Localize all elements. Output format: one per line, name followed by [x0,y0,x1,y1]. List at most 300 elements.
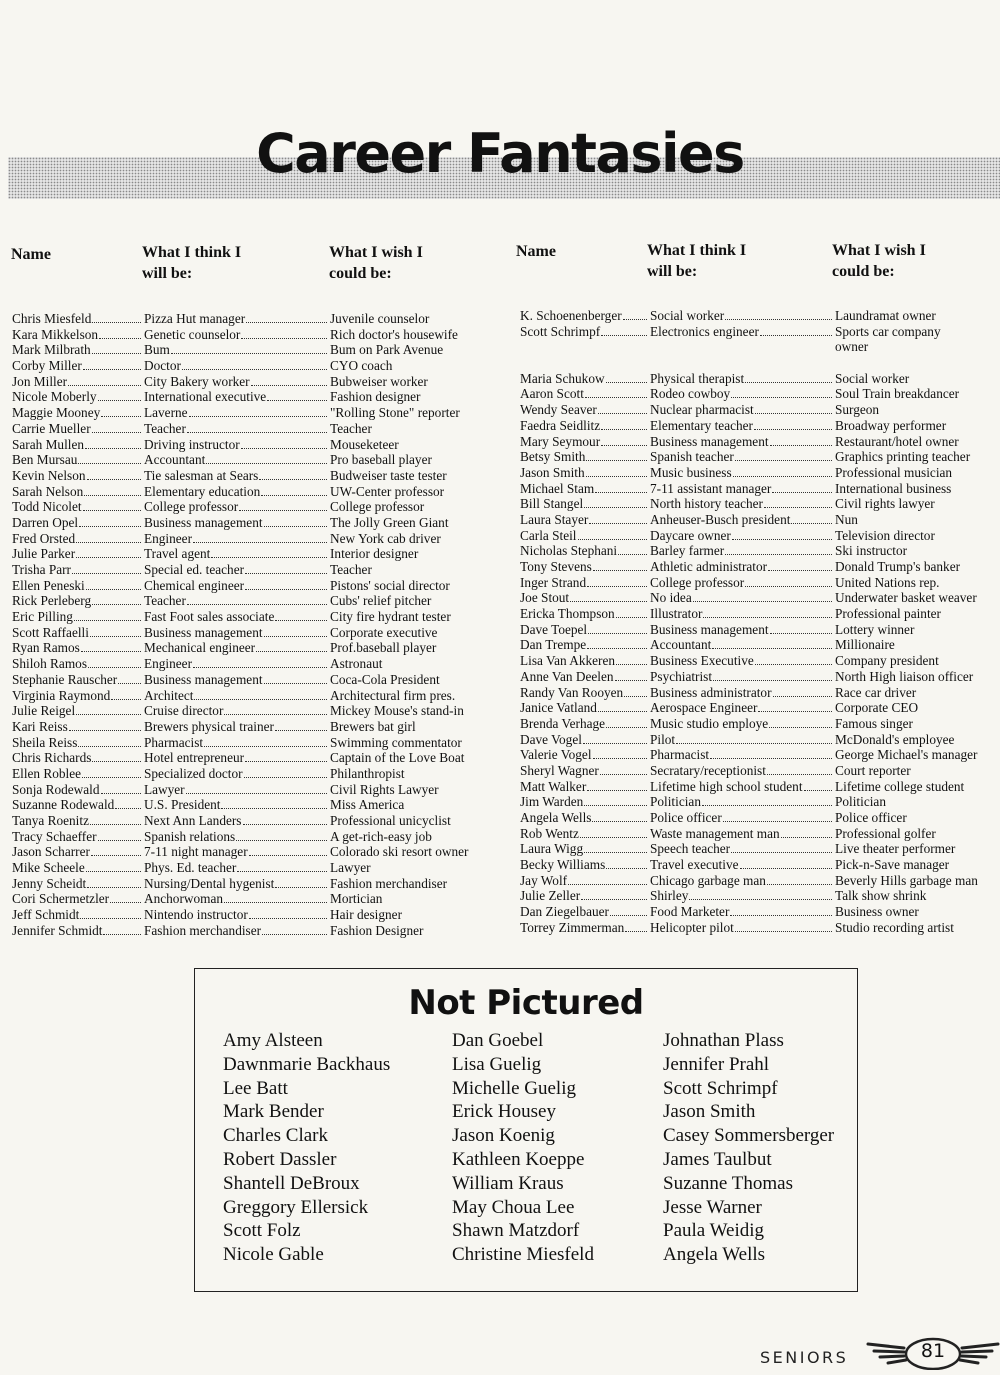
think-career: Specialized doctor [144,766,328,782]
student-name: Brenda Verhage [520,716,648,732]
think-career: Engineer [144,531,328,547]
wish-career: Millionaire [835,637,895,653]
wish-career: Bubweiser worker [330,373,428,389]
student-name: Fred Orsted [12,531,142,547]
wish-career: Fashion Designer [330,922,424,938]
think-career: Bum [144,342,328,358]
career-row [12,719,502,735]
header-name-right: Name [516,243,556,260]
wish-career: Laundramat owner [835,308,936,323]
wish-career: Famous singer [835,715,913,731]
wish-career: Corporate executive [330,624,438,640]
career-row [520,622,1000,638]
career-row [12,374,502,390]
wish-career: Lawyer [330,860,371,876]
think-career: Engineer [144,656,328,672]
career-row [520,700,1000,716]
student-name: Ryan Ramos [12,640,142,656]
career-row [520,732,1000,748]
career-row [520,826,1000,842]
student-name: Eric Pilling [12,609,142,625]
think-career: Social worker [650,308,833,324]
career-row [520,920,1000,936]
wish-career: Philanthropist [330,765,405,781]
not-pictured-name: Robert Dassler [223,1148,337,1170]
career-row [12,829,502,845]
career-row [520,763,1000,779]
student-name: Julie Parker [12,546,142,562]
think-career: Music studio employe [650,716,833,732]
career-row [520,841,1000,857]
student-name: Scott Raffaelli [12,625,142,641]
student-name: Kari Reiss [12,719,142,735]
wish-career: Donald Trump's banker [835,559,961,574]
header-wish-left: What I wish I could be: [329,244,423,282]
think-career: Driving instructor [144,437,328,453]
career-row [12,484,502,500]
student-name: Becky Williams [520,857,648,873]
career-row [12,437,502,453]
wish-career: Brewers bat girl [330,718,416,734]
wish-career: Corporate CEO [835,700,919,716]
wish-career: City fire hydrant tester [330,609,451,625]
wish-career: The Jolly Green Giant [330,514,449,530]
student-name: Julie Reigel [12,703,142,719]
think-career: 7-11 night manager [144,844,328,860]
wish-career: Ski instructor [835,543,908,559]
header-wish-right: What I wish I could be: [832,242,926,280]
career-row [520,857,1000,873]
think-career: 7-11 assistant manager [650,481,833,497]
student-name: Virginia Raymond [12,688,142,704]
not-pictured-name: William Kraus [452,1172,564,1194]
student-name: Mary Seymour [520,434,648,450]
student-name: Jon Miller [12,374,142,390]
wish-career: College professor [330,499,425,515]
student-name: Corby Miller [12,358,142,374]
not-pictured-name: Lee Batt [223,1077,288,1099]
think-career: Food Marketer [650,904,833,920]
wish-career: Underwater basket weaver [835,590,977,606]
page-title: Career Fantasies [256,122,744,185]
think-career: Athletic administrator [650,559,833,575]
think-career: Hotel entrepreneur [144,750,328,766]
career-row [520,779,1000,795]
student-name: Tanya Roenitz [12,813,142,829]
not-pictured-name: Charles Clark [223,1125,329,1147]
wish-career: Rich doctor's housewife [330,326,458,342]
wish-career: owner [835,339,869,355]
think-career: Elementary teacher [650,418,833,434]
student-name: Dave Vogel [520,732,648,748]
career-row [520,653,1000,669]
wish-career: Juvenile counselor [330,311,430,326]
student-name: Ericka Thompson [520,606,648,622]
student-name: Scott Schrimpf [520,324,648,340]
think-career: Accountant [650,637,833,653]
wish-career: Interior designer [330,546,419,562]
career-row [520,716,1000,732]
career-row [12,891,502,907]
not-pictured-column [223,1029,390,1267]
think-career: Pharmacist [144,735,328,751]
think-career: Anchorwoman [144,891,328,907]
wish-career: CYO coach [330,358,393,374]
think-career: Fashion merchandiser [144,923,328,939]
wish-career: Mouseketeer [330,436,399,452]
career-row [520,543,1000,559]
wish-career: "Rolling Stone" reporter [330,405,460,421]
wish-career: Talk show shrink [835,888,927,904]
career-row [520,355,1000,371]
career-row [520,669,1000,685]
think-career: Spanish relations [144,829,328,845]
career-row [12,311,502,327]
student-name: Ellen Roblee [12,766,142,782]
student-name: Stephanie Rauscher [12,672,142,688]
wish-career: Fashion designer [330,389,421,405]
career-row [12,625,502,641]
student-name: Lisa Van Akkeren [520,653,648,669]
not-pictured-name: Jesse Warner [663,1196,762,1218]
career-row [12,531,502,547]
career-row [520,559,1000,575]
wish-career: Pistons' social director [330,577,450,593]
student-name: Todd Nicolet [12,499,142,515]
wish-career: Teacher [330,420,372,436]
think-career: Teacher [144,593,328,609]
not-pictured-name: Dawnmarie Backhaus [223,1053,391,1075]
career-row [520,496,1000,512]
student-name: Tony Stevens [520,559,648,575]
not-pictured-name: Scott Folz [223,1220,301,1242]
wish-career: New York cab driver [330,530,441,546]
think-career: Psychiatrist [650,669,833,685]
think-career: Accountant [144,452,328,468]
career-row [12,672,502,688]
career-row [12,421,502,437]
think-career: Cruise director [144,703,328,719]
career-row [12,358,502,374]
not-pictured-name: Michelle Guelig [452,1077,576,1099]
header-think-left: What I think I will be: [142,244,242,282]
career-row [12,327,502,343]
student-name: Julie Zeller [520,888,648,904]
career-row [12,640,502,656]
not-pictured-name: Greggory Ellersick [223,1196,369,1218]
career-row [520,747,1000,763]
career-row [12,578,502,594]
career-row [12,468,502,484]
think-career: Nuclear pharmacist [650,402,833,418]
wish-career: Sports car company [835,323,941,339]
not-pictured-name: Lisa Guelig [452,1053,542,1075]
think-career: Shirley [650,888,833,904]
think-career: Speech teacher [650,841,833,857]
student-name: Dan Ziegelbauer [520,904,648,920]
not-pictured-name: Amy Alsteen [223,1030,323,1051]
wish-career: Surgeon [835,402,880,418]
think-career: Politician [650,794,833,810]
career-row [12,860,502,876]
student-name: Ben Mursau [12,452,142,468]
think-career: Architect [144,688,328,704]
wish-career: Swimming commentator [330,734,462,750]
career-row [12,515,502,531]
not-pictured-name: Paula Weidig [663,1220,765,1242]
not-pictured-title: Not Pictured [408,983,644,1023]
student-name: K. Schoenenberger [520,308,648,324]
career-row [12,452,502,468]
wish-career: Race car driver [835,684,917,700]
think-career: Illustrator [650,606,833,622]
wish-career: Budweiser taste tester [330,467,447,483]
think-career: Fast Foot sales associate [144,609,328,625]
think-career: Aerospace Engineer [650,700,833,716]
not-pictured-name: James Taulbut [663,1148,772,1170]
career-row [12,750,502,766]
wish-career: Prof.baseball player [330,640,437,656]
student-name: Torrey Zimmerman [520,920,648,936]
student-name: Carla Steil [520,528,648,544]
think-career: North history teacher [650,496,833,512]
think-career: Rodeo cowboy [650,386,833,402]
student-name: Mark Milbrath [12,342,142,358]
think-career: Brewers physical trainer [144,719,328,735]
career-row [520,794,1000,810]
think-career: Lifetime high school student [650,779,833,795]
not-pictured-name: Kathleen Koeppe [452,1148,585,1170]
wish-career: Miss America [330,797,405,813]
career-row [12,656,502,672]
wish-career: Politician [835,794,886,810]
student-name: Jason Scharrer [12,844,142,860]
career-list-left [12,311,502,939]
wish-career: Astronaut [330,656,383,672]
header-name-left: Name [11,246,51,263]
think-career: Nintendo instructor [144,907,328,923]
career-row [520,481,1000,497]
student-name: Jim Warden [520,794,648,810]
wish-career: Graphics printing teacher [835,449,971,465]
wish-career: Pro baseball player [330,452,432,468]
think-career: Genetic counselor [144,327,328,343]
career-row [520,528,1000,544]
wish-career: United Nations rep. [835,574,940,590]
think-career: City Bakery worker [144,374,328,390]
career-row [12,499,502,515]
career-row [520,904,1000,920]
think-career: Anheuser-Busch president [650,512,833,528]
career-row [12,813,502,829]
wish-career: Teacher [330,562,372,577]
not-pictured-name: Nicole Gable [223,1244,324,1266]
career-row [12,342,502,358]
career-row [520,512,1000,528]
not-pictured-name: Shantell DeBroux [223,1172,360,1194]
student-name: Tracy Schaeffer [12,829,142,845]
think-career: Business management [650,622,833,638]
career-row [12,593,502,609]
career-row [520,637,1000,653]
career-row [520,434,1000,450]
career-row [520,606,1000,622]
not-pictured-column [452,1029,594,1267]
student-name: Sarah Mullen [12,437,142,453]
think-career: Helicopter pilot [650,920,833,936]
career-row [12,735,502,751]
think-career: Elementary education [144,484,328,500]
career-row [12,844,502,860]
career-row [520,339,1000,355]
think-career: Business management [144,672,328,688]
student-name: Sheryl Wagner [520,763,648,779]
think-career: Daycare owner [650,528,833,544]
student-name: Ellen Peneski [12,578,142,594]
wish-career: Coca-Cola President [330,671,440,687]
not-pictured-name: Shawn Matzdorf [452,1220,580,1242]
student-name: Wendy Seaver [520,402,648,418]
career-row [520,386,1000,402]
not-pictured-box [194,968,858,1292]
page-number-badge [866,1336,1000,1375]
career-row [12,876,502,892]
career-row [12,703,502,719]
career-row [520,324,1000,340]
wish-career: A get-rich-easy job [330,828,432,844]
think-career: Business management [144,625,328,641]
student-name: Valerie Vogel [520,747,648,763]
not-pictured-name: Jason Koenig [452,1125,555,1147]
student-name: Kara Mikkelson [12,327,142,343]
career-row [520,402,1000,418]
career-row [520,590,1000,606]
think-career: Chicago garbage man [650,873,833,889]
wish-career: Cubs' relief pitcher [330,593,432,609]
student-name: Kevin Nelson [12,468,142,484]
student-name: Anne Van Deelen [520,669,648,685]
wish-career: Court reporter [835,762,911,778]
not-pictured-name: Dan Goebel [452,1030,544,1051]
think-career: Travel executive [650,857,833,873]
student-name: Shiloh Ramos [12,656,142,672]
student-name: Jeff Schmidt [12,907,142,923]
student-name: Betsy Smith [520,449,648,465]
think-career: International executive [144,389,328,405]
think-career: Mechanical engineer [144,640,328,656]
think-career: Tie salesman at Sears [144,468,328,484]
wish-career: Soul Train breakdancer [835,386,960,402]
wish-career: Mortician [330,891,383,907]
think-career: Barley farmer [650,543,833,559]
think-career: Music business [650,465,833,481]
think-career: Nursing/Dental hygenist [144,876,328,892]
student-name: Mike Scheele [12,860,142,876]
think-career: Laverne [144,405,328,421]
not-pictured-column [663,1029,834,1267]
think-career: Pilot [650,732,833,748]
career-row [520,888,1000,904]
wish-career: Professional unicyclist [330,813,451,828]
student-name: Sonja Rodewald [12,782,142,798]
career-row [12,782,502,798]
wish-career: Broadway performer [835,417,947,433]
not-pictured-name: Scott Schrimpf [663,1077,778,1099]
think-career: Special ed. teacher [144,562,328,578]
think-career: Electronics engineer [650,324,833,340]
student-name: Cori Schermetzler [12,891,142,907]
wish-career: Professional musician [835,464,953,480]
student-name: Maggie Mooney [12,405,142,421]
wish-career: Mickey Mouse's stand-in [330,703,464,719]
student-name: Trisha Parr [12,562,142,578]
think-career: Lawyer [144,782,328,798]
wish-career: UW-Center professor [330,483,445,499]
career-row [520,873,1000,889]
student-name: Maria Schukow [520,371,648,387]
think-career: Business management [650,434,833,450]
wish-career: Hair designer [330,907,402,923]
wish-career: McDonald's employee [835,731,955,747]
think-career: Travel agent [144,546,328,562]
think-career: Physical therapist [650,371,833,387]
career-row [12,546,502,562]
wish-career: Professional painter [835,606,941,622]
not-pictured-name: Suzanne Thomas [663,1172,793,1194]
career-row [520,685,1000,701]
wish-career: Business owner [835,904,919,920]
not-pictured-name: Christine Miesfeld [452,1244,594,1266]
student-name: Suzanne Rodewald [12,797,142,813]
wish-career: Restaurant/hotel owner [835,433,959,449]
career-row [12,389,502,405]
header-think-right: What I think I will be: [647,242,747,280]
student-name: Janice Vatland [520,700,648,716]
student-name: Randy Van Rooyen [520,685,648,701]
wish-career: Captain of the Love Boat [330,750,465,766]
career-row [520,308,1000,324]
career-row [12,405,502,421]
student-name: Inger Strand [520,575,648,591]
student-name: Laura Stayer [520,512,648,528]
not-pictured-name: Casey Sommersberger [663,1125,835,1147]
wish-career: Architectural firm pres. [330,687,456,703]
not-pictured-name: Jennifer Prahl [663,1053,770,1075]
wish-career: Studio recording artist [835,919,954,935]
career-row [12,797,502,813]
wish-career: Professional golfer [835,825,936,841]
wish-career: Television director [835,527,935,543]
think-career: Waste management man [650,826,833,842]
think-career: Chemical engineer [144,578,328,594]
career-row [12,923,502,939]
page-number: 81 [920,1340,946,1362]
wish-career: Nun [835,511,858,527]
student-name: Jennifer Schmidt [12,923,142,939]
student-name: Dave Toepel [520,622,648,638]
career-row [12,562,502,578]
career-row [12,766,502,782]
think-career: Phys. Ed. teacher [144,860,328,876]
wish-career: Lottery winner [835,621,915,637]
not-pictured-name: Mark Bender [223,1101,324,1123]
wish-career: North High liaison officer [835,668,974,684]
career-row [520,449,1000,465]
student-name: Sheila Reiss [12,735,142,751]
think-career: No idea [650,590,833,606]
career-row [520,371,1000,387]
career-row [520,575,1000,591]
